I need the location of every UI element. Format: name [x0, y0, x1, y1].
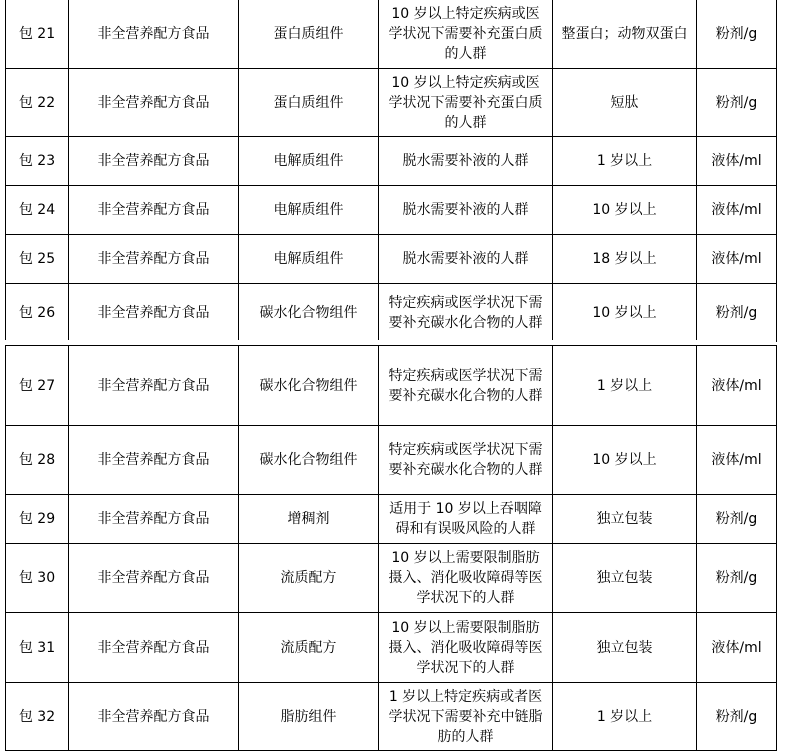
type-cell: 电解质组件 — [239, 235, 379, 284]
category-cell: 非全营养配方食品 — [69, 426, 239, 495]
form-cell: 液体/ml — [697, 426, 777, 495]
population-cell: 适用于 10 岁以上吞咽障碍和有误吸风险的人群 — [379, 495, 553, 544]
category-cell: 非全营养配方食品 — [69, 683, 239, 751]
form-cell: 粉剂/g — [697, 495, 777, 544]
category-cell: 非全营养配方食品 — [69, 495, 239, 544]
population-cell: 特定疾病或医学状况下需要补充碳水化合物的人群 — [379, 284, 553, 342]
type-cell: 脂肪组件 — [239, 683, 379, 751]
type-cell: 流质配方 — [239, 613, 379, 683]
table-row — [6, 346, 777, 426]
type-cell: 电解质组件 — [239, 186, 379, 235]
note-cell: 整蛋白；动物双蛋白 — [553, 0, 697, 69]
table-row — [6, 69, 777, 137]
type-cell: 蛋白质组件 — [239, 69, 379, 137]
table-row — [6, 495, 777, 544]
category-cell: 非全营养配方食品 — [69, 137, 239, 186]
note-cell: 独立包装 — [553, 613, 697, 683]
package-id: 包 31 — [6, 613, 69, 683]
package-id: 包 27 — [6, 346, 69, 426]
form-cell: 液体/ml — [697, 186, 777, 235]
population-cell: 脱水需要补液的人群 — [379, 186, 553, 235]
table-row — [6, 0, 777, 69]
category-cell: 非全营养配方食品 — [69, 69, 239, 137]
type-cell: 增稠剂 — [239, 495, 379, 544]
note-cell: 独立包装 — [553, 495, 697, 544]
package-id: 包 32 — [6, 683, 69, 751]
category-cell: 非全营养配方食品 — [69, 0, 239, 69]
type-cell: 电解质组件 — [239, 137, 379, 186]
package-id: 包 22 — [6, 69, 69, 137]
population-cell: 特定疾病或医学状况下需要补充碳水化合物的人群 — [379, 426, 553, 495]
table-row — [6, 235, 777, 284]
type-cell: 碳水化合物组件 — [239, 284, 379, 342]
category-cell: 非全营养配方食品 — [69, 346, 239, 426]
note-cell: 独立包装 — [553, 544, 697, 613]
package-id: 包 21 — [6, 0, 69, 69]
table-row — [6, 284, 777, 342]
category-cell: 非全营养配方食品 — [69, 544, 239, 613]
table-row — [6, 426, 777, 495]
table-row — [6, 613, 777, 683]
note-cell: 18 岁以上 — [553, 235, 697, 284]
population-cell: 特定疾病或医学状况下需要补充碳水化合物的人群 — [379, 346, 553, 426]
table-row — [6, 186, 777, 235]
note-cell: 1 岁以上 — [553, 683, 697, 751]
note-cell: 1 岁以上 — [553, 346, 697, 426]
package-id: 包 26 — [6, 284, 69, 342]
type-cell: 流质配方 — [239, 544, 379, 613]
note-cell: 10 岁以上 — [553, 426, 697, 495]
formula-table-top — [5, 0, 777, 342]
package-id: 包 29 — [6, 495, 69, 544]
type-cell: 蛋白质组件 — [239, 0, 379, 69]
package-id: 包 30 — [6, 544, 69, 613]
table-row — [6, 544, 777, 613]
form-cell: 液体/ml — [697, 346, 777, 426]
population-cell: 10 岁以上特定疾病或医学状况下需要补充蛋白质的人群 — [379, 0, 553, 69]
population-cell: 10 岁以上需要限制脂肪摄入、消化吸收障碍等医学状况下的人群 — [379, 544, 553, 613]
type-cell: 碳水化合物组件 — [239, 346, 379, 426]
form-cell: 粉剂/g — [697, 683, 777, 751]
package-id: 包 24 — [6, 186, 69, 235]
note-cell: 10 岁以上 — [553, 284, 697, 342]
formula-table-bottom — [5, 345, 777, 751]
population-cell: 脱水需要补液的人群 — [379, 235, 553, 284]
form-cell: 粉剂/g — [697, 69, 777, 137]
form-cell: 液体/ml — [697, 137, 777, 186]
population-cell: 10 岁以上特定疾病或医学状况下需要补充蛋白质的人群 — [379, 69, 553, 137]
population-cell: 脱水需要补液的人群 — [379, 137, 553, 186]
category-cell: 非全营养配方食品 — [69, 235, 239, 284]
form-cell: 粉剂/g — [697, 0, 777, 69]
category-cell: 非全营养配方食品 — [69, 284, 239, 342]
package-id: 包 28 — [6, 426, 69, 495]
note-cell: 1 岁以上 — [553, 137, 697, 186]
population-cell: 1 岁以上特定疾病或者医学状况下需要补充中链脂肪的人群 — [379, 683, 553, 751]
form-cell: 液体/ml — [697, 613, 777, 683]
form-cell: 粉剂/g — [697, 544, 777, 613]
table-row — [6, 683, 777, 751]
package-id: 包 23 — [6, 137, 69, 186]
form-cell: 粉剂/g — [697, 284, 777, 342]
package-id: 包 25 — [6, 235, 69, 284]
note-cell: 短肽 — [553, 69, 697, 137]
category-cell: 非全营养配方食品 — [69, 613, 239, 683]
form-cell: 液体/ml — [697, 235, 777, 284]
type-cell: 碳水化合物组件 — [239, 426, 379, 495]
category-cell: 非全营养配方食品 — [69, 186, 239, 235]
population-cell: 10 岁以上需要限制脂肪摄入、消化吸收障碍等医学状况下的人群 — [379, 613, 553, 683]
table-row — [6, 137, 777, 186]
note-cell: 10 岁以上 — [553, 186, 697, 235]
